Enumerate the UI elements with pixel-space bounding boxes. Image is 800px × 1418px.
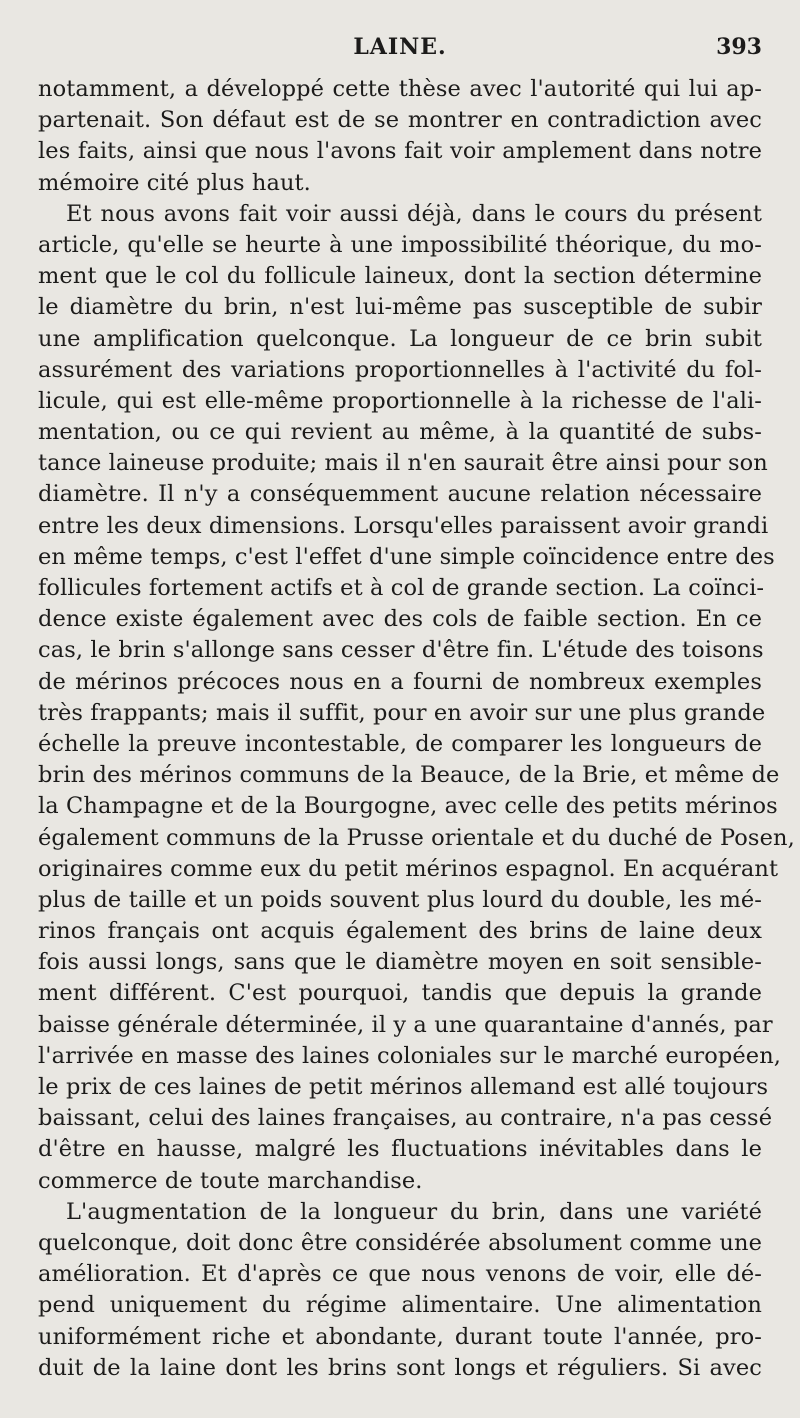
text-line: licule, qui est elle-même proportionnelle à la richesse de l'ali- bbox=[38, 387, 762, 414]
page-number: 393 bbox=[716, 34, 762, 60]
page-header bbox=[38, 30, 762, 70]
text-line: commerce de toute marchandise. bbox=[38, 1167, 423, 1194]
text-line: très frappants; mais il suffit, pour en avoir sur une plus grande bbox=[38, 699, 766, 726]
text-line: d'être en hausse, malgré les fluctuations inévitables dans le bbox=[38, 1136, 762, 1163]
text-line: originaires comme eux du petit mérinos espagnol. En acquérant bbox=[38, 855, 779, 882]
text-line: dence existe également avec des cols de faible section. En ce bbox=[38, 606, 762, 633]
text-line: le diamètre du brin, n'est lui-même pas susceptible de subir bbox=[38, 294, 762, 321]
text-line: la Champagne et de la Bourgogne, avec celle des petits mérinos bbox=[38, 793, 778, 820]
text-line: diamètre. Il n'y a conséquemment aucune relation nécessaire bbox=[38, 481, 762, 508]
text-line: duit de la laine dont les brins sont longs et réguliers. Si avec bbox=[38, 1354, 762, 1381]
text-line: assurément des variations proportionnelles à l'activité du fol- bbox=[38, 356, 762, 383]
text-line: uniformément riche et abondante, durant toute l'année, pro- bbox=[38, 1323, 762, 1350]
text-line: partenait. Son défaut est de se montrer en contradiction avec bbox=[38, 107, 762, 134]
text-line: L'augmentation de la longueur du brin, dans une variété bbox=[66, 1198, 762, 1225]
text-line: cas, le brin s'allonge sans cesser d'être fin. L'étude des toisons bbox=[38, 637, 764, 664]
text-line: le prix de ces laines de petit mérinos allemand est allé toujours bbox=[38, 1074, 769, 1100]
text-line: brin des mérinos communs de la Beauce, de la Brie, et même de bbox=[38, 762, 780, 789]
running-title: LAINE. bbox=[353, 34, 447, 60]
text-line: notamment, a développé cette thèse avec l'autorité qui lui ap- bbox=[38, 76, 762, 102]
text-line: ment que le col du follicule laineux, dont la section détermine bbox=[38, 263, 762, 290]
text-line: mentation, ou ce qui revient au même, à la quantité de subs- bbox=[38, 419, 762, 446]
text-line: pend uniquement du régime alimentaire. Une alimentation bbox=[38, 1292, 762, 1319]
text-line: article, qu'elle se heurte à une impossibilité théorique, du mo- bbox=[38, 231, 762, 258]
text-line: une amplification quelconque. La longueur de ce brin subit bbox=[38, 325, 762, 352]
text-line: entre les deux dimensions. Lorsqu'elles paraissent avoir grandi bbox=[38, 512, 769, 539]
text-line: ment différent. C'est pourquoi, tandis que depuis la grande bbox=[38, 980, 762, 1007]
text-line: en même temps, c'est l'effet d'une simple coïncidence entre des bbox=[38, 543, 775, 570]
text-line: amélioration. Et d'après ce que nous venons de voir, elle dé- bbox=[38, 1261, 762, 1288]
text-line: quelconque, doit donc être considérée absolument comme une bbox=[38, 1229, 762, 1256]
text-line: baisse générale déterminée, il y a une quarantaine d'annés, par bbox=[38, 1011, 773, 1038]
text-line: mémoire cité plus haut. bbox=[38, 169, 311, 196]
text-line: échelle la preuve incontestable, de comparer les longueurs de bbox=[38, 730, 762, 757]
text-line: plus de taille et un poids souvent plus lourd du double, les mé- bbox=[38, 886, 762, 913]
text-line: l'arrivée en masse des laines coloniales sur le marché européen, bbox=[38, 1042, 782, 1069]
text-line: baissant, celui des laines françaises, au contraire, n'a pas cessé bbox=[38, 1105, 773, 1132]
text-line: de mérinos précoces nous en a fourni de nombreux exemples bbox=[38, 668, 762, 695]
text-line: rinos français ont acquis également des brins de laine deux bbox=[38, 918, 762, 945]
text-line: Et nous avons fait voir aussi déjà, dans le cours du présent bbox=[66, 200, 762, 227]
text-line: tance laineuse produite; mais il n'en saurait être ainsi pour son bbox=[38, 450, 768, 477]
text-line: fois aussi longs, sans que le diamètre moyen en soit sensible- bbox=[38, 949, 762, 976]
text-line: follicules fortement actifs et à col de grande section. La coïnci- bbox=[38, 575, 765, 601]
body-text bbox=[38, 74, 795, 1384]
text-line: les faits, ainsi que nous l'avons fait voir amplement dans notre bbox=[38, 138, 762, 165]
text-line: également communs de la Prusse orientale et du duché de Posen, bbox=[38, 824, 795, 851]
